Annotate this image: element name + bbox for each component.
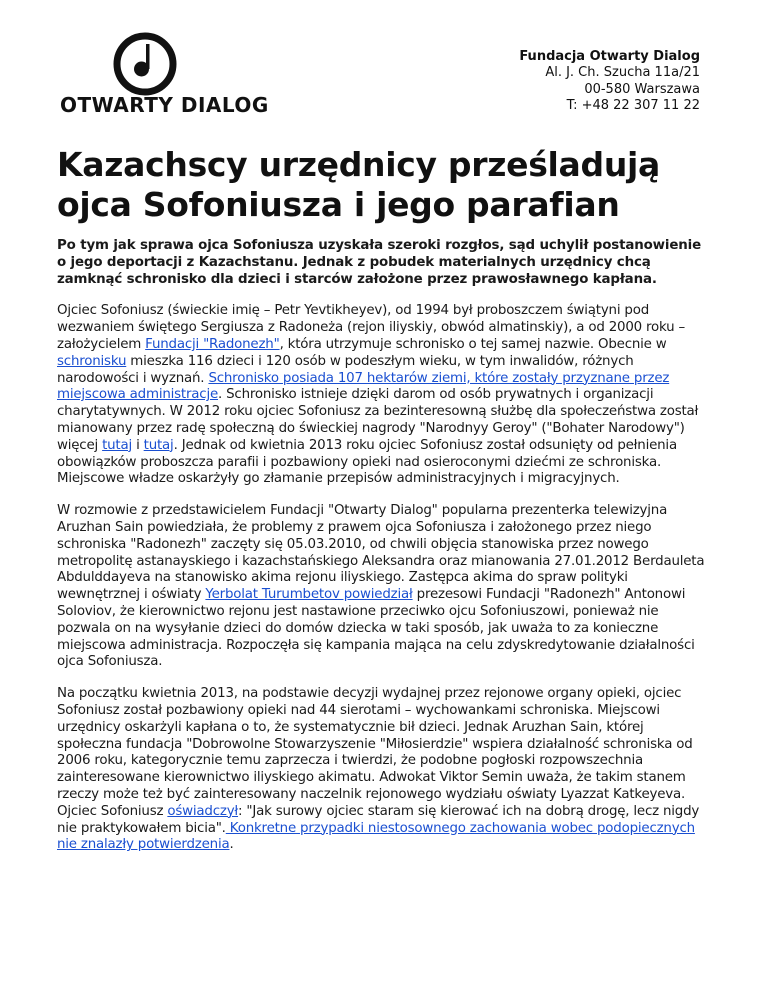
text-segment: . Schronisko istnieje dzięki darom od osób prywatnych i organizacji charytatywnych. W 2012 roku ojciec Sofoniusz za bezinteresowną służbę dla społeczeństwa został mianowany przez radę społeczną do świeckiej nagrody "Narodnyy Geroy" ("Bohater Narodowy") więcej (57, 387, 699, 453)
text-segment: prezesowi Fundacji "Radonezh" Antonowi Soloviov, że kierownictwo rejonu jest nastawione przeciwko ojcu Sofoniuszowi, ponieważ nie pozwala on na wysyłanie dzieci do domów dziecka w taki sposób, jak uważa to za konieczne miejscowa administracja. Rozpoczęła się kampania mająca na celu zdyskredytowanie działalności ojca Sofoniusza. (57, 587, 695, 670)
link-fundacja-radonezh[interactable]: Fundacji "Radonezh" (145, 336, 280, 352)
text-segment: . (229, 837, 234, 853)
text-segment: W rozmowie z przedstawicielem Fundacji "Otwarty Dialog" popularna prezenterka telewizyjna Aruzhan Sain powiedziała, że problemy z prawem ojca Sofoniusza i założonego przez niego schroniska "Radonezh" zaczęty się 05.03.2010, od chwili objęcia stanowiska przez nowego metropolitę astanayskiego i kazachstańskiego Aleksandra oraz mianowania 27.01.2012 Berdauleta Abdulddayeva na stanowisko akima rejonu iliyskiego. Zastępca akima do spraw polityki wewnętrznej i oświaty (57, 503, 705, 603)
article-lead: Po tym jak sprawa ojca Sofoniusza uzyskała szeroki rozgłos, sąd uchylił postanowienie o jego deportacji z Kazachstanu. Jednak z pobudek materialnych urzędnicy chcą zamknąć schronisko dla dzieci i starców założone przez prawosławnego kapłana. (57, 238, 702, 287)
text-segment: : "Jak surowy ojciec staram się kierować ich na dobrą drogę, lecz nigdy nie praktykowałem bicia". (57, 803, 700, 836)
paragraph-3 (57, 686, 711, 854)
text-segment: Na początku kwietnia 2013, na podstawie decyzji wydajnej przez rejonowe organy opieki, ojciec Sofoniusz został pozbawiony opieki nad 44 sierotami – wychowankami schroniska. Miejscowi urzędnicy oskarżyli kapłana o to, że systematycznie bił dzieci. Jednak Aruzhan Sain, której społeczna fundacja "Dobrowolne Stowarzyszenie "Miłosierdzie" wspiera działalność schroniska od 2006 roku, kategorycznie temu zaprzecza i twierdzi, że podobne pogłoski rozpowszechnia zainteresowane kierownictwo iliyskiego akimatu. Adwokat Viktor Semin uważa, że takim stanem rzeczy może też być zainteresowany naczelnik rejonowego wydziału oświaty Lyazzat Katkeyeva. Ojciec Sofoniusz (57, 686, 693, 819)
phone-number: T: +48 22 307 11 22 (566, 97, 700, 113)
paragraph-2 (57, 503, 711, 671)
article-body (57, 238, 711, 869)
letterhead (0, 0, 768, 130)
text-segment: i (132, 437, 144, 453)
otwarty-dialog-logo-icon (113, 32, 177, 96)
text-segment: Ojciec Sofoniusz (świeckie imię – Petr Yevtikheyev), od 1994 był proboszczem świątyni pod wezwaniem świętego Sergiusza z Radoneża (rejon iliyskiy, obwód almatinskiy), a od 2000 roku – założycielem (57, 303, 686, 352)
paragraph-1 (57, 303, 711, 488)
text-segment: , która utrzymuje schronisko o tej samej nazwie. Obecnie w (279, 336, 667, 352)
link-schronisko-hektary[interactable]: Schronisko posiada 107 hektarów ziemi, które zostały przyznane przez miejscowa administracje (57, 370, 670, 403)
link-tutaj-2[interactable]: tutaj (143, 437, 174, 453)
link-schronisko[interactable]: schronisku (57, 353, 127, 369)
logo-text: OTWARTY DIALOG (60, 93, 269, 117)
text-segment: . Jednak od kwietnia 2013 roku ojciec Sofoniusz został odsunięty od pełnienia obowiązków proboszcza parafii i pozbawiony opieki nad osieroconymi dziećmi ze schroniska. Miejscowe władze oskarżyły go złamanie przepisów administracyjnych i migracyjnych. (57, 437, 677, 487)
link-konkretne-przypadki[interactable]: Konkretne przypadki niestosownego zachowania wobec podopiecznych nie znalazły potwierdzenia (57, 820, 695, 853)
organization-name: Fundacja Otwarty Dialog (519, 49, 700, 64)
text-segment: mieszka 116 dzieci i 120 osób w podeszłym wieku, w tym inwalidów, różnych narodowości i wyznań. (57, 353, 634, 386)
organization-address-block (519, 49, 700, 114)
link-oswiadczyl[interactable]: oświadczył (167, 803, 239, 819)
address-city: 00-580 Warszawa (584, 81, 700, 97)
link-tutaj-1[interactable]: tutaj (102, 437, 133, 453)
address-street: Al. J. Ch. Szucha 11a/21 (545, 65, 700, 81)
link-turumbetov[interactable]: Yerbolat Turumbetov powiedział (205, 587, 413, 603)
article-title: Kazachscy urzędnicy prześladują ojca Sofoniusza i jego parafian (57, 145, 661, 224)
